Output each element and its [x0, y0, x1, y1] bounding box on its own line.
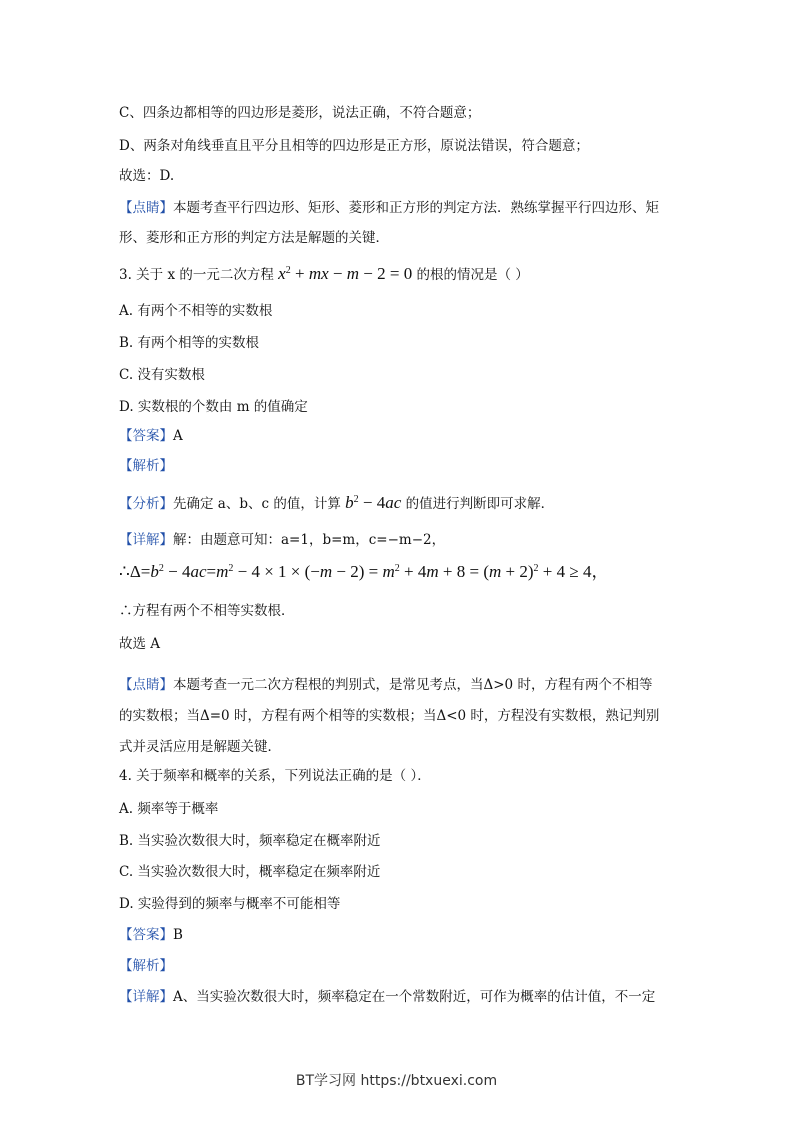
question-4-stem: 4. 关于频率和概率的关系，下列说法正确的是（ ）． — [119, 768, 431, 784]
xiangjie-tag: 【详解】 — [119, 532, 173, 548]
q3-option-d: D. 实数根的个数由 m 的值确定 — [119, 399, 308, 415]
fenxi-suffix: 的值进行判断即可求解． — [405, 496, 555, 512]
dianjing-tag: 【点睛】 — [119, 200, 173, 216]
q4-xiangjie — [119, 987, 655, 1007]
xiangjie-text: A、当实验次数很大时，频率稳定在一个常数附近，可作为概率的估计值，不一定 — [173, 989, 656, 1005]
q3-option-c: C. 没有实数根 — [119, 367, 205, 383]
dianjing-2 — [119, 675, 652, 695]
question-3-stem — [119, 264, 529, 285]
c-option-explain: C、四条边都相等的四边形是菱形，说法正确，不符合题意； — [119, 105, 481, 121]
answer-value: B — [173, 927, 183, 943]
q4-option-b: B. 当实验次数很大时，频率稳定在概率附近 — [119, 833, 381, 849]
equation-x2-mx-m-2: $x^2$ + mx − m − 2 = 0 — [278, 264, 413, 283]
dianjing-2-cont: 的实数根；当Δ=0 时，方程有两个相等的实数根；当Δ<0 时，方程没有实数根，熟记判别 — [119, 708, 660, 724]
discriminant-expression: $b^2 - 4ac$ — [345, 493, 402, 512]
fenxi-prefix: 先确定 a、b、c 的值，计算 — [173, 496, 341, 512]
answer-tag: 【答案】 — [119, 428, 173, 444]
d-option-explain: D、两条对角线垂直且平分且相等的四边形是正方形，原说法错误，符合题意； — [119, 138, 589, 154]
discriminant-derivation — [119, 562, 608, 583]
answer-value: A — [173, 428, 183, 444]
dianjing-1-cont: 形、菱形和正方形的判定方法是解题的关键． — [119, 230, 389, 246]
q3-jiexi: 【解析】 — [119, 458, 173, 474]
dianjing-2-cont2: 式并灵活应用是解题关键． — [119, 739, 281, 755]
q3-fenxi — [119, 493, 554, 514]
q3-xiangjie — [119, 530, 445, 550]
dianjing-text: 本题考查平行四边形、矩形、菱形和正方形的判定方法．熟练掌握平行四边形、矩 — [173, 200, 659, 216]
question-3-suffix: 的根的情况是（ ） — [416, 267, 529, 283]
q3-answer — [119, 426, 183, 446]
q4-option-d: D. 实验得到的频率与概率不可能相等 — [119, 896, 341, 912]
q3-option-b: B. 有两个相等的实数根 — [119, 335, 260, 351]
xiangjie-text: 解：由题意可知：a=1，b=m，c=−m−2， — [173, 532, 446, 548]
choice-d: 故选：D. — [119, 168, 175, 184]
footer-watermark: BT学习网 https://btxuexi.com — [295, 1073, 498, 1089]
dianjing-text: 本题考查一元二次方程根的判别式，是常见考点，当Δ>0 时，方程有两个不相等 — [173, 677, 653, 693]
answer-tag: 【答案】 — [119, 927, 173, 943]
conclusion: ∴方程有两个不相等实数根． — [119, 603, 295, 619]
dianjing-1 — [119, 198, 659, 218]
xiangjie-tag: 【详解】 — [119, 989, 173, 1005]
q4-jiexi: 【解析】 — [119, 958, 173, 974]
question-3-prefix: 3. 关于 x 的一元二次方程 — [119, 267, 274, 283]
fenxi-tag: 【分析】 — [119, 496, 173, 512]
dianjing-tag: 【点睛】 — [119, 677, 173, 693]
q4-option-c: C. 当实验次数很大时，概率稳定在频率附近 — [119, 864, 381, 880]
q4-answer — [119, 925, 183, 945]
choice-a: 故选 A — [119, 636, 161, 652]
q4-option-a: A. 频率等于概率 — [119, 801, 219, 817]
q3-option-a: A. 有两个不相等的实数根 — [119, 303, 273, 319]
derivation-formula: $\therefore\Delta=b^2 - 4ac=m^2 - 4 \times 1 \times (-m - 2) = m^2 + 4m + 8 = (m + 2)^2 + 4 \ge 4$， — [119, 562, 609, 581]
